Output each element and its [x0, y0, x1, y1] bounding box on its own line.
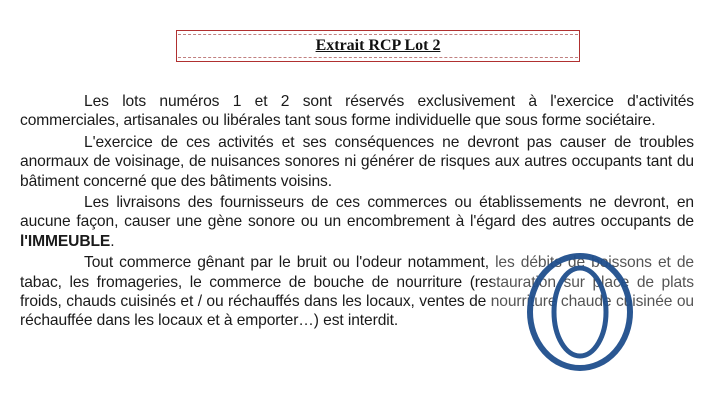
paragraph-3	[20, 193, 694, 251]
paragraph-4: Tout commerce gênant par le bruit ou l'odeur notamment, les débits de boissons et de tabac, les fromageries, le commerce de bouche de nourriture (restauration sur place de plats froids, chauds cuisinés et / ou réchauffés dans les locaux, ventes de nourriture chaude cuisinée ou réchauffée dans les locaux et à emporter…) est interdit.	[20, 254, 694, 330]
paragraph-3-bold-term: l'IMMEUBLE	[20, 232, 111, 250]
paragraph-3-text: Les livraisons des fournisseurs de ces commerces ou établissements ne devront, en aucune façon, causer une gène sonore ou un encombrement à l'égard des autres occupants de	[20, 194, 694, 231]
page-title: Extrait RCP Lot 2	[315, 37, 441, 54]
paragraph-3-end: .	[110, 232, 115, 250]
document-body	[20, 92, 694, 331]
paragraph-2: L'exercice de ces activités et ses conséquences ne devront pas causer de troubles anormaux de voisinage, de nuisances sonores ni générer de risques aux autres occupants tant du bâtiment concerné que des bâtiments voisins.	[20, 133, 694, 190]
title-box	[176, 30, 580, 62]
paragraph-1: Les lots numéros 1 et 2 sont réservés exclusivement à l'exercice d'activités commerciales, artisanales ou libérales tant sous forme individuelle que sous forme sociétaire.	[20, 93, 694, 130]
